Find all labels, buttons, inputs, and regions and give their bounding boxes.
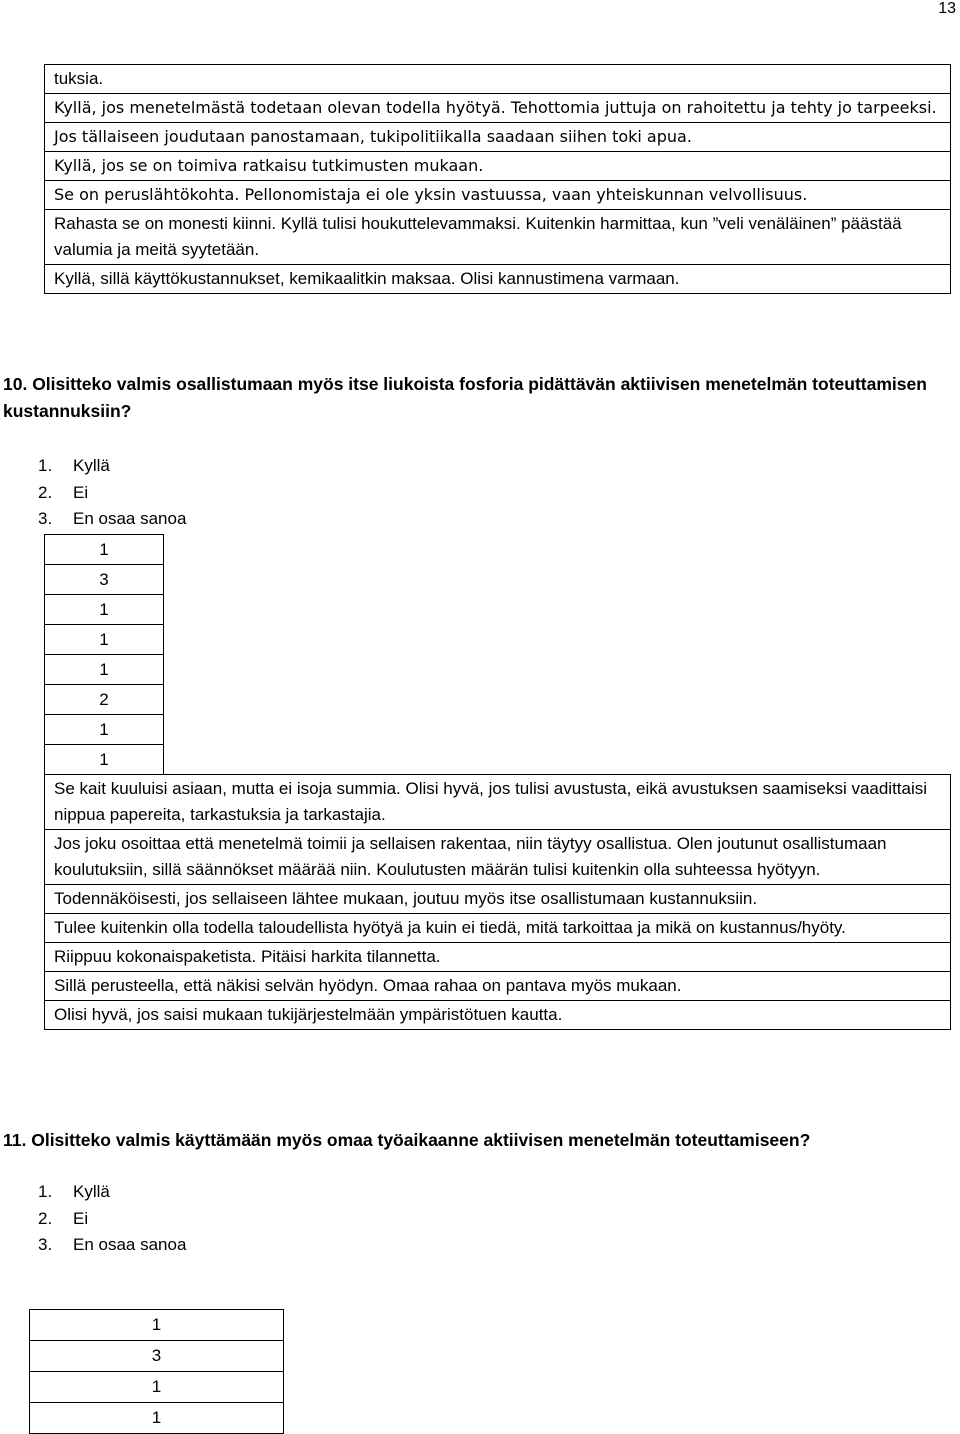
option-number: 2. [38, 482, 53, 502]
option-item [38, 453, 186, 480]
table-row [45, 914, 951, 943]
count-cell: 1 [45, 625, 164, 655]
table-row [45, 625, 951, 655]
empty-cell [164, 535, 951, 565]
count-cell: 1 [45, 535, 164, 565]
table-row [45, 655, 951, 685]
count-cell: 1 [30, 1403, 284, 1434]
table-row [45, 1001, 951, 1030]
empty-cell [164, 565, 951, 595]
option-number: 3. [38, 509, 53, 528]
option-number: 1. [38, 1182, 53, 1201]
answer-cell: Kyllä, jos menetelmästä todetaan olevan todella hyötyä. Tehottomia juttuja on rahoitettu ja tehty jo tarpeeksi. [45, 94, 951, 123]
table-row [45, 943, 951, 972]
option-label: Kyllä [73, 456, 110, 475]
count-cell: 1 [45, 595, 164, 625]
table-row [30, 1403, 284, 1434]
count-cell: 3 [45, 565, 164, 595]
option-number: 2. [38, 1208, 53, 1228]
comment-cell: Todennäköisesti, jos sellaiseen lähtee mukaan, joutuu myös itse osallistumaan kustannuksiin. [45, 885, 951, 914]
question-10-options [38, 453, 186, 533]
table-row [45, 94, 951, 123]
previous-answers-table [44, 64, 951, 294]
table-row [45, 210, 951, 265]
empty-cell [164, 595, 951, 625]
count-cell: 1 [45, 715, 164, 745]
table-row [45, 745, 951, 775]
question-10-results-table [44, 534, 951, 1030]
table-row [45, 715, 951, 745]
count-cell: 1 [45, 745, 164, 775]
table-row [45, 535, 951, 565]
answer-cell: Jos tällaiseen joudutaan panostamaan, tukipolitiikalla saadaan siihen toki apua. [45, 123, 951, 152]
count-cell: 3 [30, 1341, 284, 1372]
answer-cell: tuksia. [45, 65, 951, 94]
option-label: Ei [73, 482, 89, 502]
table-row [45, 181, 951, 210]
table-row [45, 595, 951, 625]
option-label: En osaa sanoa [73, 509, 187, 528]
option-number: 1. [38, 456, 53, 475]
answer-cell: Kyllä, jos se on toimiva ratkaisu tutkimusten mukaan. [45, 152, 951, 181]
table-row [45, 123, 951, 152]
option-label: En osaa sanoa [73, 1235, 187, 1254]
count-cell: 1 [45, 655, 164, 685]
option-item [38, 1232, 186, 1259]
comment-cell: Riippuu kokonaispaketista. Pitäisi harkita tilannetta. [45, 943, 951, 972]
comment-cell: Jos joku osoittaa että menetelmä toimii ja sellaisen rakentaa, niin täytyy osallistua. Olen joutunut osallistumaan koulutuksiin, sillä säännökset määrää niin. Koulutusten määrän tulisi kuitenkin olla suhteessa hyötyyn. [45, 830, 951, 885]
empty-cell [164, 745, 951, 775]
comment-cell: Sillä perusteella, että näkisi selvän hyödyn. Omaa rahaa on pantava myös mukaan. [45, 972, 951, 1001]
count-cell: 2 [45, 685, 164, 715]
comment-cell: Tulee kuitenkin olla todella taloudellista hyötyä ja kuin ei tiedä, mitä tarkoittaa ja mikä on kustannus/hyöty. [45, 914, 951, 943]
option-number: 3. [38, 1235, 53, 1254]
table-row [45, 830, 951, 885]
empty-cell [164, 655, 951, 685]
empty-cell [164, 625, 951, 655]
comment-cell: Se kait kuuluisi asiaan, mutta ei isoja summia. Olisi hyvä, jos tulisi avustusta, eikä avustuksen saamiseksi vaadittaisi nippua papereita, tarkastuksia ja tarkastajia. [45, 775, 951, 830]
empty-cell [164, 685, 951, 715]
option-item [38, 480, 186, 507]
table-row [45, 565, 951, 595]
empty-cell [164, 715, 951, 745]
table-row [30, 1310, 284, 1341]
table-row [30, 1341, 284, 1372]
table-row [30, 1372, 284, 1403]
option-label: Ei [73, 1208, 89, 1228]
table-row [45, 65, 951, 94]
table-row [45, 972, 951, 1001]
comment-cell: Olisi hyvä, jos saisi mukaan tukijärjestelmään ympäristötuen kautta. [45, 1001, 951, 1030]
table-row [45, 775, 951, 830]
answer-cell: Kyllä, sillä käyttökustannukset, kemikaalitkin maksaa. Olisi kannustimena varmaan. [45, 265, 951, 294]
count-cell: 1 [30, 1372, 284, 1403]
option-item [38, 1206, 186, 1233]
question-11-title: 11. Olisitteko valmis käyttämään myös omaa työaikaanne aktiivisen menetelmän toteuttamiseen? [3, 1130, 811, 1150]
answer-cell: Se on peruslähtökohta. Pellonomistaja ei ole yksin vastuussa, vaan yhteiskunnan velvollisuus. [45, 181, 951, 210]
table-row [45, 265, 951, 294]
table-row [45, 152, 951, 181]
question-11-options [38, 1179, 186, 1259]
count-cell: 1 [30, 1310, 284, 1341]
option-item [38, 1179, 186, 1206]
option-item [38, 506, 186, 533]
table-row [45, 685, 951, 715]
table-row [45, 885, 951, 914]
answer-cell: Rahasta se on monesti kiinni. Kyllä tulisi houkuttelevammaksi. Kuitenkin harmittaa, kun ”veli venäläinen” päästää valumia ja meitä syytetään. [45, 210, 951, 265]
question-11-results-table [29, 1309, 284, 1434]
question-10-title: 10. Olisitteko valmis osallistumaan myös itse liukoista fosforia pidättävän aktiivisen menetelmän toteuttamisen kustannuksiin? [3, 374, 927, 421]
option-label: Kyllä [73, 1182, 110, 1201]
page-number: 13 [938, 0, 956, 17]
